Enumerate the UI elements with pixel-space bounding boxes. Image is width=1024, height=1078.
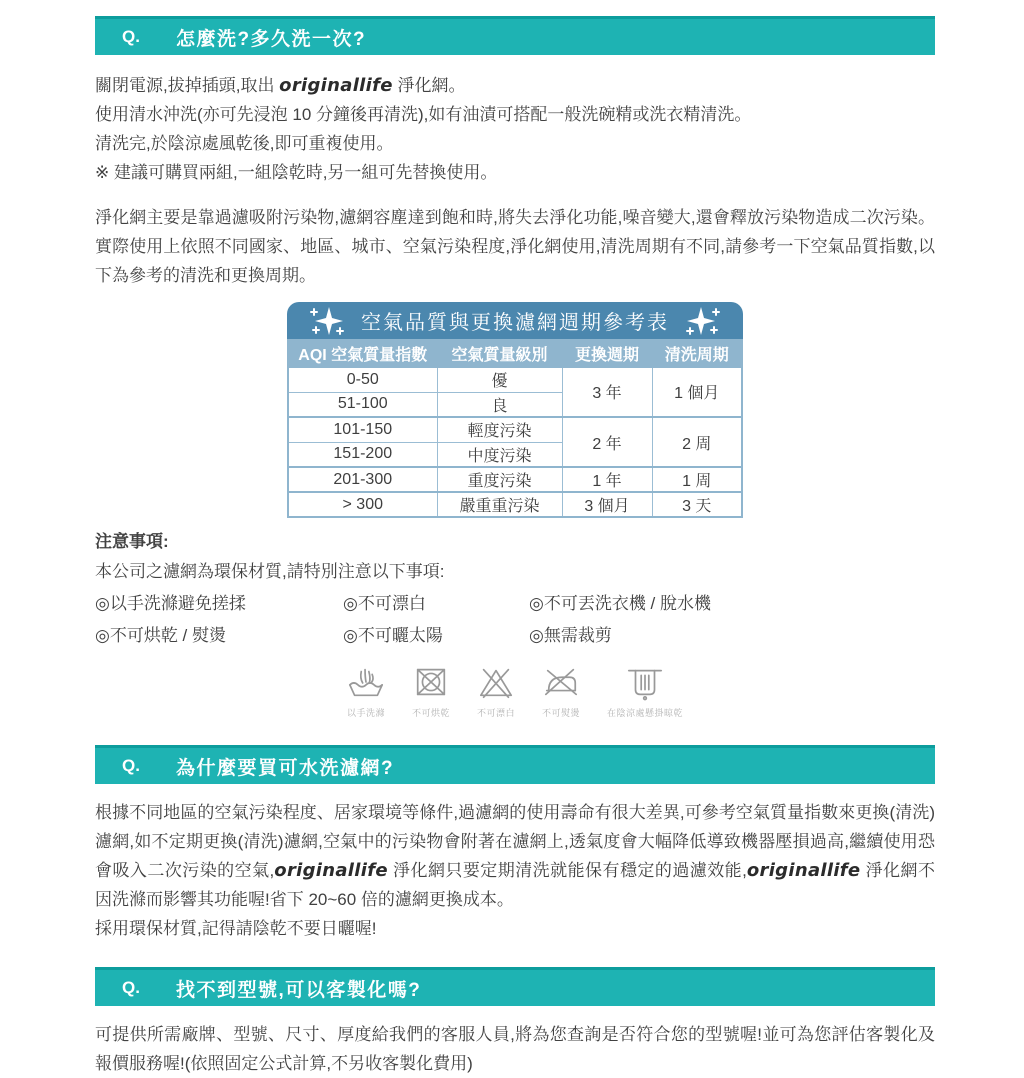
aqi-range: 151-200 [288,442,437,467]
aqi-range: 51-100 [288,392,437,417]
notes-grid [95,589,935,650]
question-bar-customization [95,967,935,1006]
care-symbol-label: 不可熨燙 [542,708,581,718]
care-symbol-label: 在陰涼處懸掛晾乾 [607,708,684,718]
aqi-range: 0-50 [288,367,437,392]
notes-intro: 本公司之濾網為環保材質,請特別注意以下事項: [95,562,445,581]
aqi-range: 201-300 [288,467,437,492]
aqi-level: 輕度污染 [437,417,562,442]
question-bar-why-washable [95,745,935,784]
wash-step-text: 關閉電源,拔掉插頭,取出 [95,76,280,95]
q-prefix: Q. [122,27,140,46]
why-washable-text: 根據不同地區的空氣污染程度、居家環境等條件,過濾網的使用壽命有很大差異,可參考空氣質量指數來更換(清洗)濾網,如不定期更換(清洗)濾網,空氣中的污染物會附著在濾網上,透氣度會大幅降低導致機器壓損過高,繼續使用恐會吸入二次污染的空氣, [95,803,935,880]
brand-logo: originallife [746,860,861,881]
note-item: ◎不可曬太陽 [343,626,443,645]
aqi-range: 101-150 [288,417,437,442]
note-item: ◎無需裁剪 [529,626,612,645]
why-washable-paragraph [95,798,935,914]
filter-saturation-paragraph: 淨化網主要是靠過濾吸附污染物,濾網容塵達到飽和時,將失去淨化功能,噪音變大,還會釋放污染物造成二次污染。實際使用上依照不同國家、地區、城市、空氣污染程度,淨化網使用,清洗周期有不同,請參考一下空氣品質指數,以下為參考的清洗和更換周期。 [95,208,935,285]
wash-step-line: 使用清水沖洗(亦可先浸泡 10 分鐘後再清洗),如有油漬可搭配一般洗碗精或洗衣精清洗。 [95,105,752,124]
wash-cycle: 3 天 [652,492,742,517]
question-title: 為什麼要買可水洗濾網? [175,757,395,779]
aqi-level: 中度污染 [437,442,562,467]
note-item: ◎以手洗滌避免搓揉 [95,594,246,613]
care-symbol [607,663,683,719]
wash-step-line [95,71,935,100]
note-item: ◎不可烘乾 / 熨燙 [95,626,227,645]
care-symbol [542,663,580,719]
sparkle-icon [307,306,351,336]
replace-cycle: 3 個月 [562,492,652,517]
care-symbol [347,663,385,719]
aqi-level: 優 [437,367,562,392]
wash-instructions [95,71,935,187]
hand-wash-icon [347,663,385,701]
wash-cycle: 1 個月 [652,367,742,417]
question-title: 找不到型號,可以客製化嗎? [175,979,422,1001]
aqi-table-title: 空氣品質與更換濾網週期參考表 [361,312,669,334]
aqi-reference-table [287,302,743,518]
why-washable-text: 淨化網不因洗滌而影響其功能喔!省下 20~60 倍的濾網更換成本。 [95,861,935,909]
wash-step-line: ※ 建議可購買兩組,一組陰乾時,另一組可先替換使用。 [95,163,498,182]
table-row [288,367,742,392]
note-item: ◎不可漂白 [343,594,426,613]
question-title: 怎麼洗?多久洗一次? [175,28,367,50]
table-row [288,417,742,442]
shade-hang-dry-icon [626,663,664,701]
q-prefix: Q. [122,978,140,997]
sparkle-icon [679,306,723,336]
no-bleach-icon [477,663,515,701]
aqi-level: 良 [437,392,562,417]
no-iron-icon [542,663,580,701]
replace-cycle: 3 年 [562,367,652,417]
col-header-wash: 清洗周期 [652,340,742,367]
note-item: ◎不可丟洗衣機 / 脫水機 [529,594,712,613]
care-symbol [412,663,450,719]
col-header-aqi: AQI 空氣質量指數 [288,340,437,367]
care-symbol-label: 不可漂白 [476,708,515,718]
aqi-level: 嚴重重污染 [437,492,562,517]
aqi-table-title-bar [287,302,743,339]
aqi-header-row [288,340,742,367]
table-row [288,492,742,517]
wash-cycle: 1 周 [652,467,742,492]
wash-step-line: 清洗完,於陰涼處風乾後,即可重複使用。 [95,134,394,153]
laundry-care-icons [95,663,935,719]
why-washable-text: 淨化網只要定期清洗就能保有穩定的過濾效能, [387,861,747,880]
brand-logo: originallife [279,75,393,96]
no-tumble-dry-icon [412,663,450,701]
care-symbol-label: 以手洗滌 [346,708,385,718]
question-bar-how-to-wash [95,16,935,55]
care-symbol-label: 不可烘乾 [411,708,450,718]
aqi-level: 重度污染 [437,467,562,492]
table-row [288,467,742,492]
q-prefix: Q. [122,756,140,775]
care-symbol [477,663,515,719]
wash-cycle: 2 周 [652,417,742,467]
col-header-replace: 更換週期 [562,340,652,367]
replace-cycle: 1 年 [562,467,652,492]
aqi-range: > 300 [288,492,437,517]
notes-heading: 注意事項: [95,532,169,551]
wash-step-text: 淨化網。 [392,76,466,95]
col-header-level: 空氣質量級別 [437,340,562,367]
eco-material-note: 採用環保材質,記得請陰乾不要日曬喔! [95,919,377,938]
replace-cycle: 2 年 [562,417,652,467]
brand-logo: originallife [274,860,388,881]
customization-paragraph: 可提供所需廠牌、型號、尺寸、厚度給我們的客服人員,將為您查詢是否符合您的型號喔!並可為您評估客製化及報價服務喔!(依照固定公式計算,不另收客製化費用) [95,1025,935,1073]
